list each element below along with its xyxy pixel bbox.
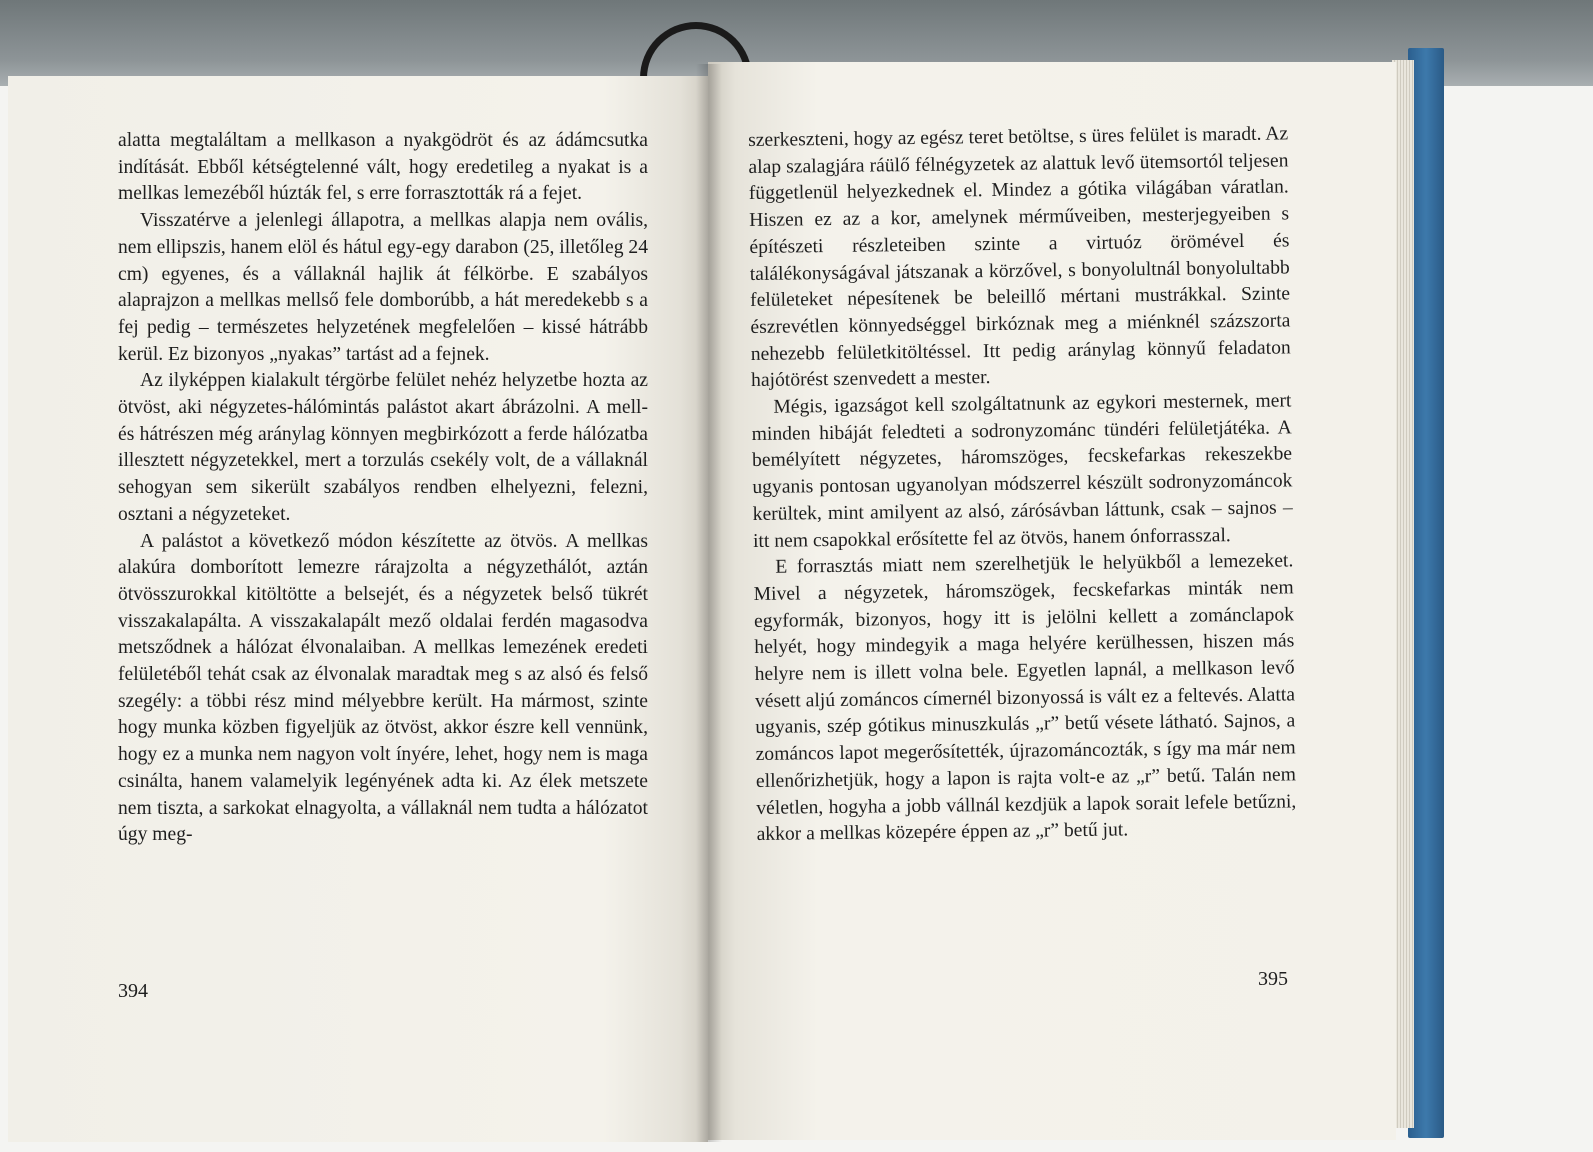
right-page-text xyxy=(748,121,1297,849)
paragraph: E forrasztás miatt nem szerelhetjük le helyükből a lemezeket. Mivel a négyzetek, háromszögek, fecskefarkas minták nem egyformák, bizonyos, hogy itt is jelölni kellett a zománclapok helyét, hogy mindegyik a maga helyére kerülhessen, hiszen más helyre nem is illett volna bele. Egyetlen lapnál, a mellkason levő vésett aljú zománcos címernél bizonyossá is vált ez a feltevés. Alatta ugyanis, szép gótikus minuszkulás „r” betű vésete látható. Sajnos, a zománcos lapot megerősítették, újrazománcozták, s így ma már nem ellenőrizhetjük, hogy a lapon is rajta volt-e az „r” betű. Talán nem véletlen, hogyha a jobb vállnál kezdjük a lapok sorait lefele betűzni, akkor a mellkas közepére éppen az „r” betű jut. xyxy=(753,550,1297,846)
left-page xyxy=(8,76,708,1142)
book-gutter xyxy=(696,64,722,1142)
paragraph: Az ilyképpen kialakult térgörbe felület nehéz helyzetbe hozta az ötvöst, aki négyzetes-hálómintás palástot akart ábrázolni. A mell- és hátrészen még aránylag könnyen megbirkózott a ferde hálózatba illesztett négyzetekkel, mert a torzulás csekély volt, de a vállaknál sehogyan sem sikerült szabályos rendben elhelyezni, felezni, osztani a négyzeteket. xyxy=(118,370,648,525)
paragraph: A palástot a következő módon készítette az ötvös. A mellkas alakúra domborított lemezre rárajzolta a négyzethálót, aztán ötvösszurokkal kitöltötte a belsejét, és a négyzetek belső tükrét visszakalapálta. A visszakalapált mező oldalai ferdén magasodva metsződnek a hálózat élvonalaiban. A mellkas lemezének eredeti felületéből tehát csak az élvonalak maradtak meg s az alsó és felső szegély: a többi rész mind mélyebbre került. Ha mármost, szinte hogy munka közben figyeljük az ötvöst, akkor észre kell vennünk, hogy ez a munka nem nagyon volt ínyére, lehet, hogy nem is maga csinálta, hanem valamelyik legényének adta ki. Az élek metszete nem tiszta, a sarkokat elnagyolta, a vállaknál nem tudta a hálózatot úgy meg- xyxy=(118,530,648,846)
left-page-text xyxy=(118,128,648,849)
paragraph: Mégis, igazságot kell szolgáltatnunk az egykori mesternek, mert minden hibáját feledteti a sodronyzománc tündéri felületjátéka. A bemélyített négyzetes, háromszöges, fecskefarkas rekeszekbe ugyanis pontosan ugyanolyan módszerrel készült sodronyzománcok kerültek, mint amilyent az alsó, zárósávban láttunk, csak – sajnos – itt nem csapokkal erősítette fel az ötvös, hanem ónforrasszal. xyxy=(751,390,1293,552)
page-number: 395 xyxy=(1258,968,1288,990)
paragraph: Visszatérve a jelenlegi állapotra, a mellkas alapja nem ovális, nem ellipszis, hanem elöl és hátul egy-egy darabon (25, illetőleg 24 cm) egyenes, és a vállaknál hajlik át félkörbe. E szabályos alaprajzon a mellkas mellső fele domborúbb, a hát meredekebb s a fej pedig – természetes helyzetének megfelelően – kissé hátrább kerül. Ez bizonyos „nyakas” tartást ad a fejnek. xyxy=(118,210,648,365)
paragraph: alatta megtaláltam a mellkason a nyakgödröt és az ádámcsutka indítását. Ebből kétségtelenné vált, hogy eredetileg a nyakat is a mellkas lemezéből húzták fel, s erre forrasztották rá a fejet. xyxy=(118,130,648,205)
page-number: 394 xyxy=(118,980,148,1002)
right-page xyxy=(708,62,1396,1140)
paragraph: szerkeszteni, hogy az egész teret betöltse, s üres felület is maradt. Az alap szalagjára ráülő félnégyzetek az alattuk levő ütemsortól teljesen függetlenül helyezkednek el. Mindez a gótika világában váratlan. Hiszen ez az a kor, amelynek mérműveiben, mesterjegyeiben s építészeti részleteiben szinte a virtuóz örömével és találékonyságával játszanak a körzővel, s bonyolultnál bonyolultabb felületeket népesítenek be beleillő mértani mustrákkal. Szinte észrevétlen könnyedséggel birkóznak meg a miénknél százszorta nehezebb felületkitöltéssel. Itt pedig aránylag könnyű feladaton hajótörést szenvedett a mester. xyxy=(748,123,1291,392)
